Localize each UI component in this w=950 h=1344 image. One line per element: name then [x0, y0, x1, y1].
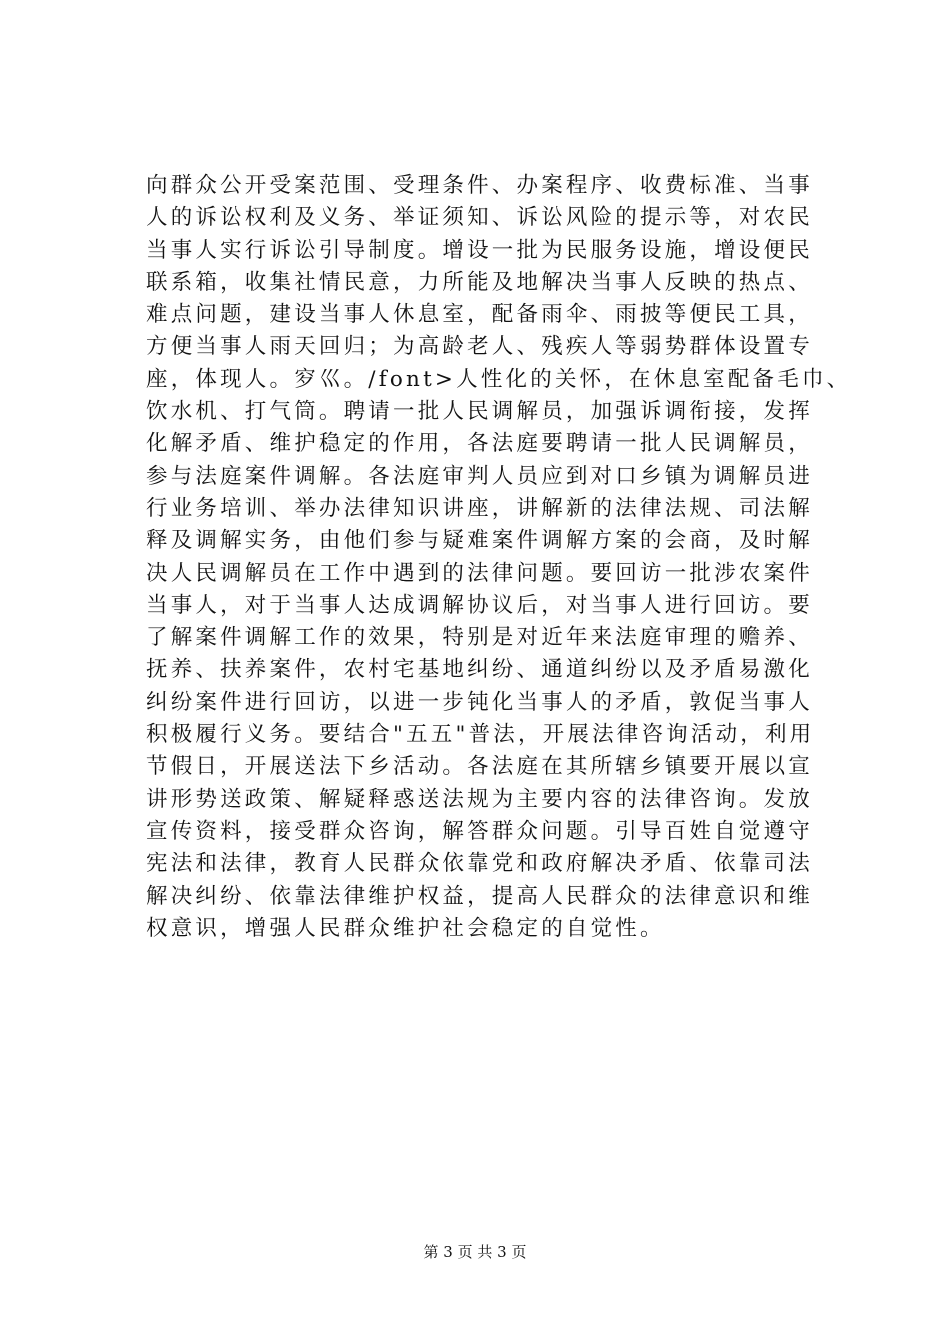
- text-line: 决人民调解员在工作中遇到的法律问题。要回访一批涉农案件: [146, 560, 813, 586]
- text-line: 方便当事人雨天回归；为高龄老人、残疾人等弱势群体设置专: [146, 334, 813, 360]
- text-line: 难点问题，建设当事人休息室，配备雨伞、雨披等便民工具，: [146, 302, 813, 328]
- body-text: [146, 170, 852, 945]
- text-line: 参与法庭案件调解。各法庭审判人员应到对口乡镇为调解员进: [146, 463, 813, 489]
- text-line: 行业务培训、举办法律知识讲座，讲解新的法律法规、司法解: [146, 495, 813, 521]
- text-line: 当事人，对于当事人达成调解协议后，对当事人进行回访。要: [146, 592, 813, 618]
- text-line: 解决纠纷、依靠法律维护权益，提高人民群众的法律意识和维: [146, 883, 813, 909]
- text-line: 当事人实行诉讼引导制度。增设一批为民服务设施，增设便民: [146, 237, 813, 263]
- text-line: 讲形势送政策、解疑释惑送法规为主要内容的法律咨询。发放: [146, 786, 813, 812]
- text-line: 抚养、扶养案件，农村宅基地纠纷、通道纠纷以及矛盾易激化: [146, 657, 813, 683]
- text-line: 饮水机、打气筒。聘请一批人民调解员，加强诉调衔接，发挥: [146, 399, 813, 425]
- text-line: 联系箱，收集社情民意，力所能及地解决当事人反映的热点、: [146, 269, 813, 295]
- text-line: 积极履行义务。要结合"五五"普法，开展法律咨询活动，利用: [146, 722, 815, 748]
- text-line: 宣传资料，接受群众咨询，解答群众问题。引导百姓自觉遵守: [146, 818, 813, 844]
- text-line: 宪法和法律，教育人民群众依靠党和政府解决矛盾、依靠司法: [146, 851, 813, 877]
- text-line: 纠纷案件进行回访，以进一步钝化当事人的矛盾，敦促当事人: [146, 689, 813, 715]
- text-line: 了解案件调解工作的效果，特别是对近年来法庭审理的赡养、: [146, 625, 813, 651]
- text-line: 释及调解实务，由他们参与疑难案件调解方案的会商，及时解: [146, 528, 813, 554]
- text-line: 人的诉讼权利及义务、举证须知、诉讼风险的提示等，对农民: [146, 205, 813, 231]
- text-line: 座，体现人。穸巛。/font>人性化的关怀，在休息室配备毛巾、: [146, 366, 852, 392]
- text-line: 化解矛盾、维护稳定的作用，各法庭要聘请一批人民调解员，: [146, 431, 813, 457]
- page-number: 第 3 页 共 3 页: [423, 1243, 527, 1261]
- text-line: 权意识，增强人民群众维护社会稳定的自觉性。: [146, 915, 665, 941]
- text-line: 节假日，开展送法下乡活动。各法庭在其所辖乡镇要开展以宣: [146, 754, 813, 780]
- page-footer: [0, 1242, 950, 1262]
- text-line: 向群众公开受案范围、受理条件、办案程序、收费标准、当事: [146, 173, 813, 198]
